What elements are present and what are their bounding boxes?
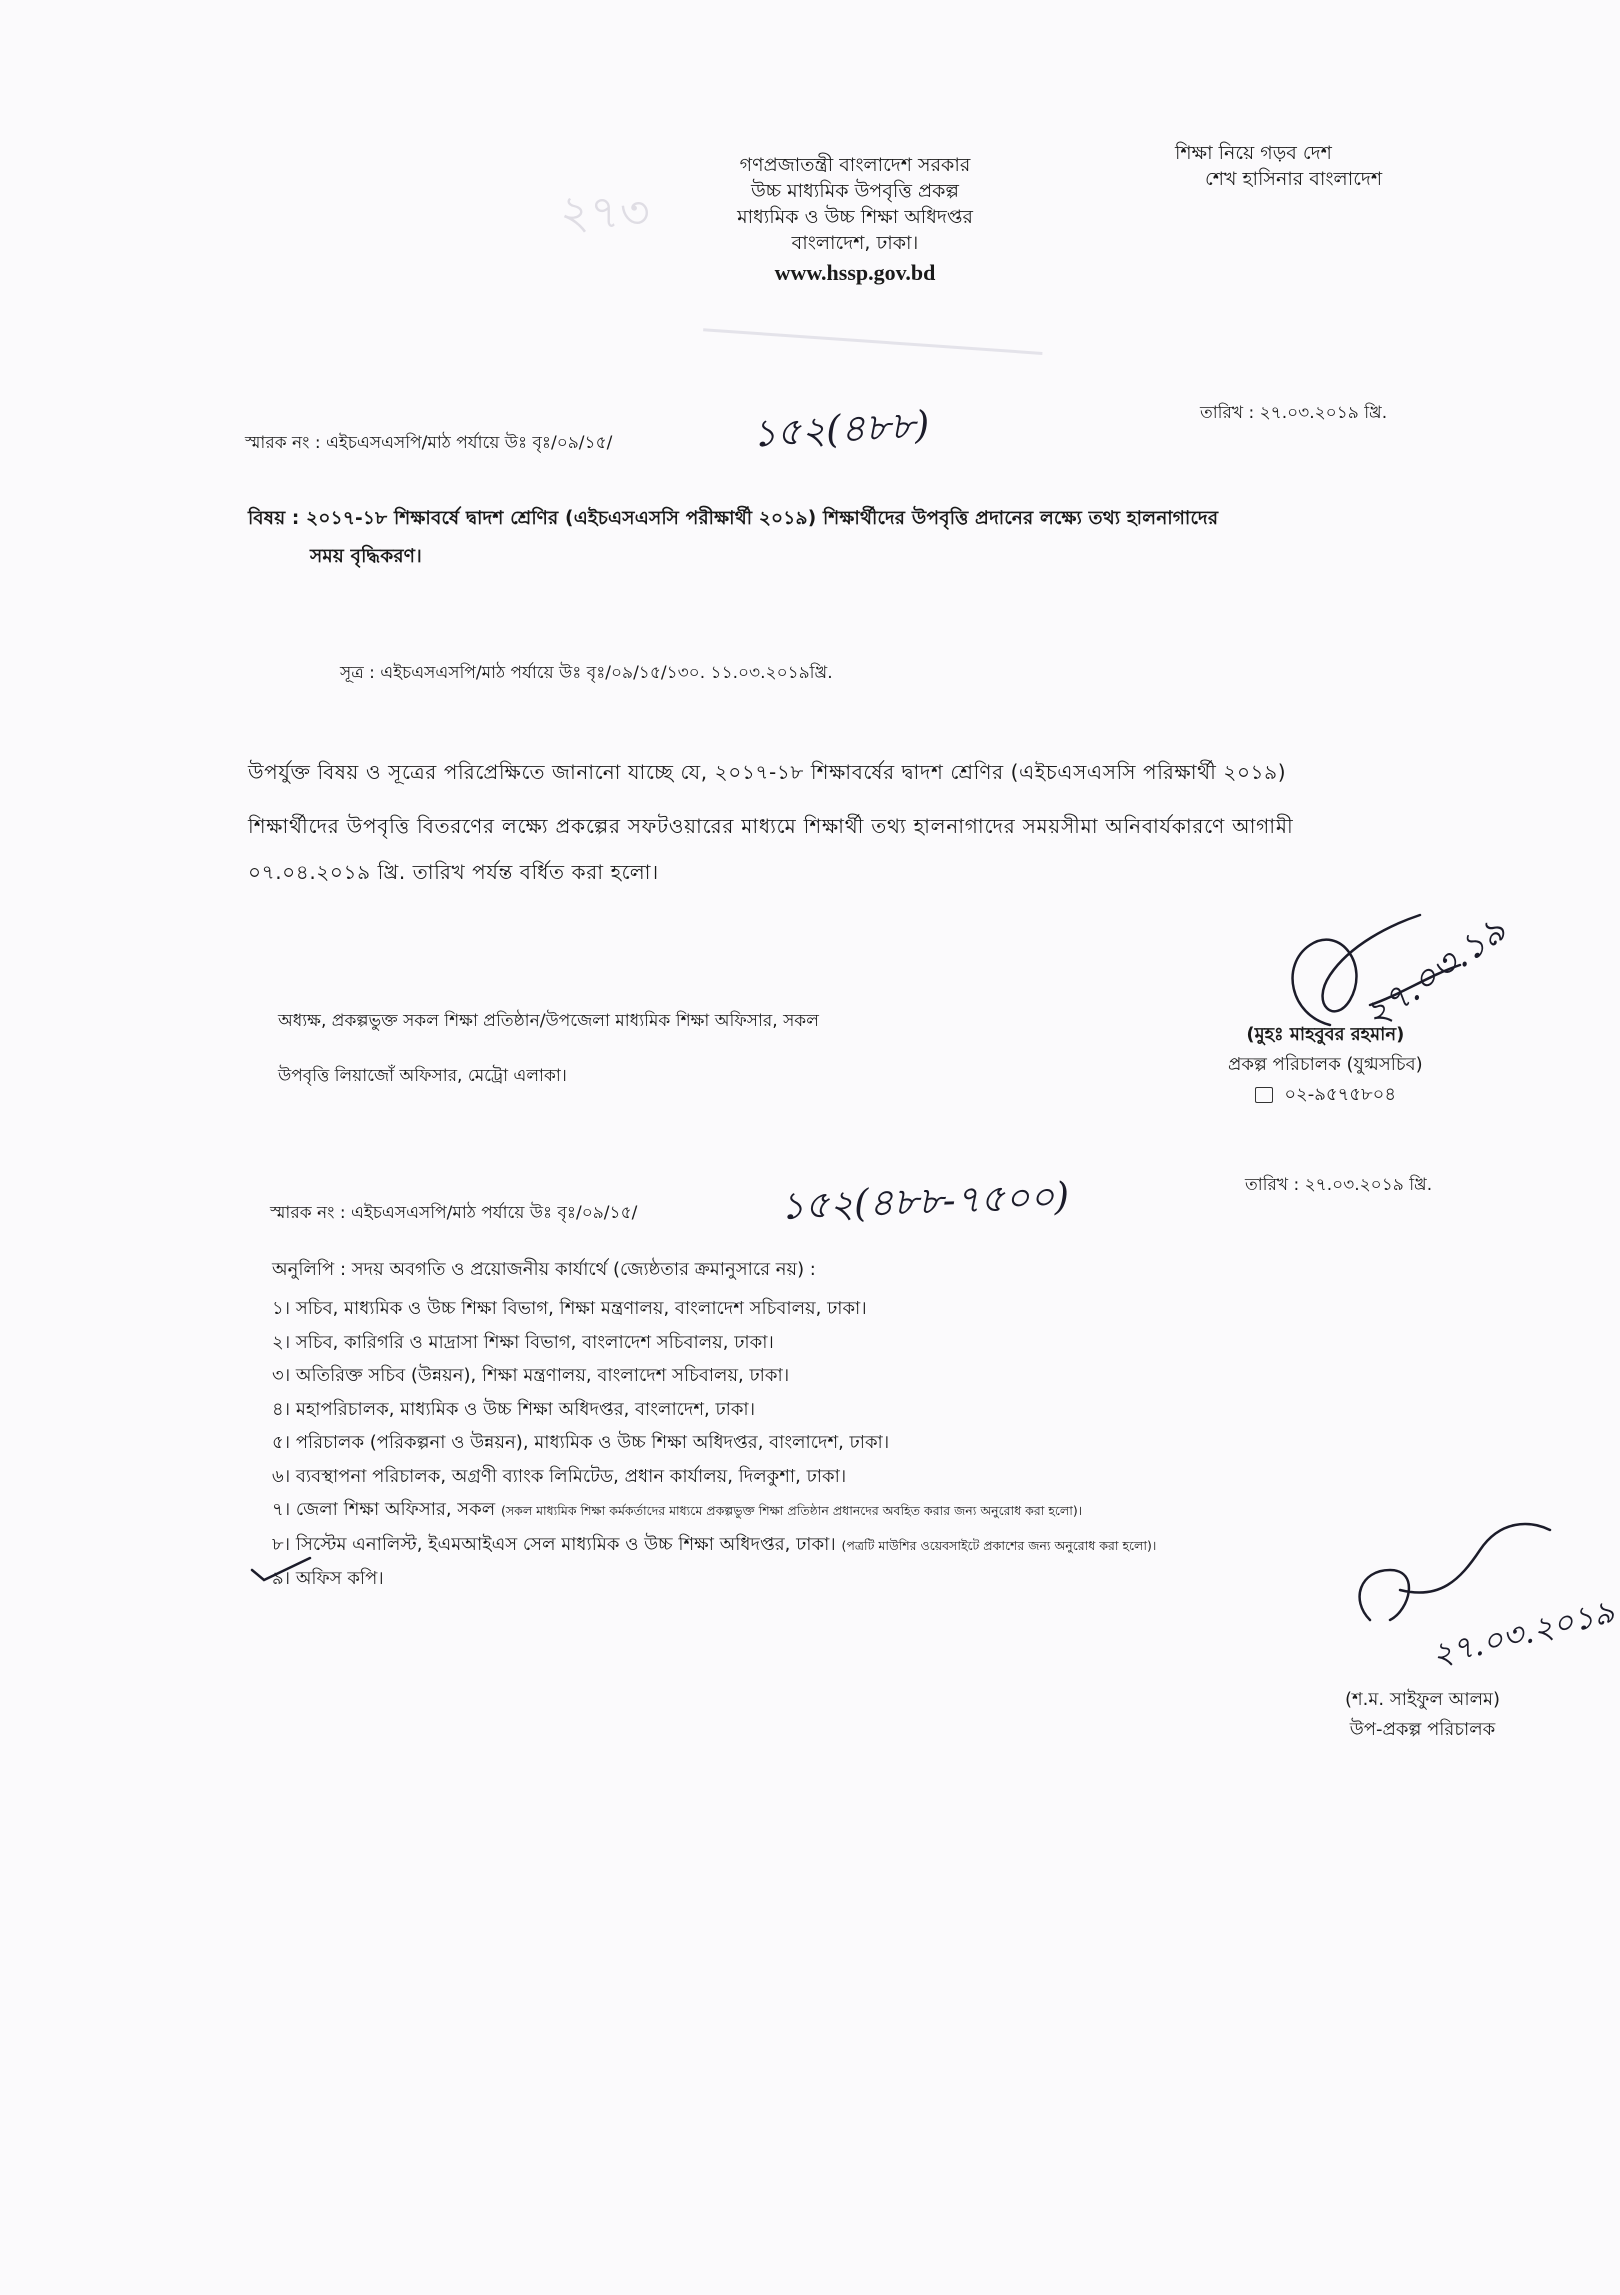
recipients-line-1: অধ্যক্ষ, প্রকল্পভুক্ত সকল শিক্ষা প্রতিষ্ঠান/উপজেলা মাধ্যমিক শিক্ষা অফিসার, সকল	[278, 1011, 819, 1031]
copy-item: ৭। জেলা শিক্ষা অফিসার, সকল (সকল মাধ্যমিক শিক্ষা কর্মকর্তাদের মাধ্যমে প্রকল্পভুক্ত শিক্ষা প্রতিষ্ঠান প্রধানদের অবহিত করার জন্য অনুরোধ করা হলো)।	[272, 1499, 1083, 1520]
gov-line-3: মাধ্যমিক ও উচ্চ শিক্ষা অধিদপ্তর	[737, 206, 973, 228]
copy-item-note: (পত্রটি মাউশির ওয়েবসাইটে প্রকাশের জন্য অনুরোধ করা হলো)।	[841, 1537, 1157, 1553]
memo-number-2	[270, 1200, 637, 1228]
memo-number-1-handwritten: ১৫২(৪৮৮)	[750, 402, 931, 456]
body-line-2: শিক্ষার্থীদের উপবৃত্তি বিতরণের লক্ষ্যে প্রকল্পের সফটওয়ারের মাধ্যমে শিক্ষার্থী তথ্য হালনাগাদের সময়সীমা অনিবার্যকারণে আগামী	[248, 814, 1294, 838]
copy-heading: অনুলিপি : সদয় অবগতি ও প্রয়োজনীয় কার্যার্থে (জ্যেষ্ঠতার ক্রমানুসারে নয়) :	[272, 1259, 816, 1280]
tick-mark	[250, 1556, 320, 1586]
website-link[interactable]: www.hssp.gov.bd	[774, 260, 936, 285]
gov-line-1: গণপ্রজাতন্ত্রী বাংলাদেশ সরকার	[739, 154, 971, 176]
signer-1-block	[1228, 1020, 1423, 1110]
body-line-3: ০৭.০৪.২০১৯ খ্রি. তারিখ পর্যন্ত বর্ধিত করা হলো।	[248, 860, 659, 884]
signer-1-title: প্রকল্প পরিচালক (যুগ্মসচিব)	[1228, 1054, 1423, 1075]
signer-2-name: (শ.ম. সাইফুল আলম)	[1345, 1689, 1501, 1710]
signature-1-date: ২৭.০৩.১৯	[1356, 909, 1514, 1037]
body-line-1: উপর্যুক্ত বিষয় ও সূত্রের পরিপ্রেক্ষিতে জানানো যাচ্ছে যে, ২০১৭-১৮ শিক্ষাবর্ষের দ্বাদশ শ্রেণির (এইচএসএসসি পরিক্ষার্থী ২০১৯)	[248, 760, 1287, 784]
slogan-line-2: শেখ হাসিনার বাংলাদেশ	[1205, 168, 1383, 190]
memo-date-1: তারিখ : ২৭.০৩.২০১৯ খ্রি.	[1200, 403, 1388, 423]
memo-date-2: তারিখ : ২৭.০৩.২০১৯ খ্রি.	[1245, 1175, 1433, 1195]
copy-item: ৬। ব্যবস্থাপনা পরিচালক, অগ্রণী ব্যাংক লিমিটেড, প্রধান কার্যালয়, দিলকুশা, ঢাকা।	[272, 1465, 847, 1487]
copy-item: ২। সচিব, কারিগরি ও মাদ্রাসা শিক্ষা বিভাগ, বাংলাদেশ সচিবালয়, ঢাকা।	[272, 1331, 774, 1353]
copy-item: ৮। সিস্টেম এনালিস্ট, ইএমআইএস সেল মাধ্যমিক ও উচ্চ শিক্ষা অধিদপ্তর, ঢাকা। (পত্রটি মাউশির ওয়েবসাইটে প্রকাশের জন্য অনুরোধ করা হলো)।	[272, 1533, 1157, 1555]
copy-item: ১। সচিব, মাধ্যমিক ও উচ্চ শিক্ষা বিভাগ, শিক্ষা মন্ত্রণালয়, বাংলাদেশ সচিবালয়, ঢাকা।	[272, 1298, 867, 1319]
copy-item: ৫। পরিচালক (পরিকল্পনা ও উন্নয়ন), মাধ্যমিক ও উচ্চ শিক্ষা অধিদপ্তর, বাংলাদেশ, ঢাকা।	[272, 1432, 890, 1453]
memo-number-1	[245, 430, 612, 458]
copy-item: ৪। মহাপরিচালক, মাধ্যমিক ও উচ্চ শিক্ষা অধিদপ্তর, বাংলাদেশ, ঢাকা।	[272, 1398, 756, 1420]
slogan-line-1: শিক্ষা নিয়ে গড়ব দেশ	[1175, 142, 1332, 164]
signer-1-phone-row	[1228, 1080, 1423, 1110]
subject	[248, 500, 1218, 576]
signer-2-title: উপ-প্রকল্প পরিচালক	[1349, 1719, 1496, 1740]
memo-number-2-prefix: স্মারক নং : এইচএসএসপি/মাঠ পর্যায়ে উঃ বৃঃ/০৯/১৫/	[270, 1203, 638, 1223]
gov-line-4: বাংলাদেশ, ঢাকা।	[791, 232, 919, 254]
copy-item: ৩। অতিরিক্ত সচিব (উন্নয়ন), শিক্ষা মন্ত্রণালয়, বাংলাদেশ সচিবালয়, ঢাকা।	[272, 1365, 790, 1386]
slogan	[1175, 140, 1382, 192]
signer-2-block	[1345, 1685, 1500, 1745]
memo-number-1-prefix: স্মারক নং : এইচএসএসপি/মাঠ পর্যায়ে উঃ বৃঃ/০৯/১৫/	[245, 433, 613, 453]
government-header	[705, 152, 1005, 286]
signature-2-date: ২৭.০৩.২০১৯	[1427, 1592, 1619, 1675]
subject-line-2: সময় বৃদ্ধিকরণ।	[310, 546, 422, 567]
signer-1-phone: ০২-৯৫৭৫৮০৪	[1284, 1084, 1397, 1105]
copy-list	[272, 1292, 1156, 1596]
gov-line-2: উচ্চ মাধ্যমিক উপবৃত্তি প্রকল্প	[751, 180, 959, 202]
memo-number-2-handwritten: ১৫২(৪৮৮-৭৫০০)	[779, 1173, 1070, 1229]
subject-line-1: বিষয় : ২০১৭-১৮ শিক্ষাবর্ষে দ্বাদশ শ্রেণির (এইচএসএসসি পরীক্ষার্থী ২০১৯) শিক্ষার্থীদের উপবৃত্তি প্রদানের লক্ষ্যে তথ্য হালনাগাদের	[248, 508, 1219, 529]
recipients-line-2: উপবৃত্তি লিয়াজোঁ অফিসার, মেট্রো এলাকা।	[278, 1066, 567, 1086]
ghost-stamp-number: ২৭৩	[560, 185, 650, 239]
phone-icon	[1255, 1087, 1273, 1103]
copy-item-note: (সকল মাধ্যমিক শিক্ষা কর্মকর্তাদের মাধ্যমে প্রকল্পভুক্ত শিক্ষা প্রতিষ্ঠান প্রধানদের অবহিত করার জন্য অনুরোধ করা হলো)।	[500, 1503, 1083, 1518]
signer-1-name: (মুহঃ মাহবুবর রহমান)	[1246, 1024, 1405, 1045]
copy-item: ৯। অফিস কপি।	[272, 1568, 384, 1589]
reference: সূত্র : এইচএসএসপি/মাঠ পর্যায়ে উঃ বৃঃ/০৯/১৫/১৩০. ১১.০৩.২০১৯খ্রি.	[340, 663, 833, 683]
